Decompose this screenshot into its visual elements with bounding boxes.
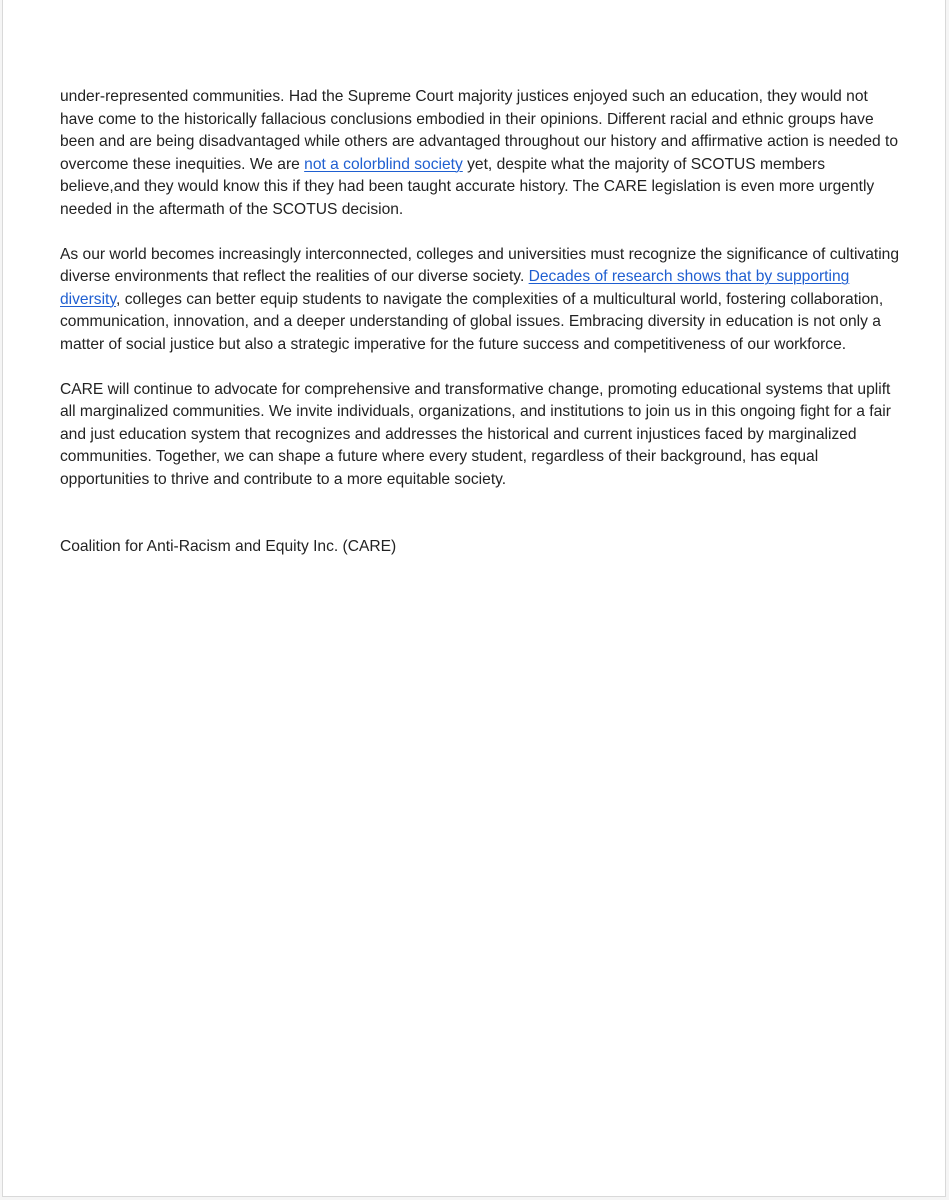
paragraph-3	[60, 379, 900, 492]
paragraph-2-text-end: , colleges can better equip students to navigate the complexities of a multicultural world, fostering collaboration, communication, innovation, and a deeper understanding of global issues. Embracing diversity in education is not only a matter of social justice but also a strategic imperative for the future success and competitiveness of our workforce.	[60, 290, 884, 353]
paragraph-1-text-end: yet, despite what the majority of SCOTUS members believe,and they would know this if they had been taught accurate history. The CARE legislation is even more urgently needed in the aftermath of the SCOTUS decision.	[60, 155, 875, 218]
link-not-a-colorblind-society[interactable]: not a colorblind society	[304, 155, 463, 173]
paragraph-2	[60, 244, 900, 357]
document-page	[2, 0, 946, 1197]
paragraph-2-text-start: As our world becomes increasingly interconnected, colleges and universities must recognize the significance of cultivating diverse environments that reflect the realities of our diverse society.	[60, 245, 900, 285]
link-decades-of-research[interactable]: Decades of research shows that by supporting diversity	[60, 268, 850, 308]
document-body	[60, 86, 900, 581]
paragraph-1-text-start: under-represented communities. Had the Supreme Court majority justices enjoyed such an education, they would not have come to the historically fallacious conclusions embodied in their opinions. Different racial and ethnic groups have been and are being disadvantaged while others are advantaged throughout our history and affirmative action is needed to overcome these inequities. We are	[60, 88, 899, 173]
paragraph-1	[60, 86, 900, 221]
paragraph-3-text: CARE will continue to advocate for comprehensive and transformative change, promoting educational systems that uplift all marginalized communities. We invite individuals, organizations, and institutions to join us in this ongoing fight for a fair and just education system that recognizes and addresses the historical and current injustices faced by marginalized communities. Together, we can shape a future where every student, regardless of their background, has equal opportunities to thrive and contribute to a more equitable society.	[60, 380, 891, 488]
signature: Coalition for Anti-Racism and Equity Inc. (CARE)	[60, 538, 397, 555]
